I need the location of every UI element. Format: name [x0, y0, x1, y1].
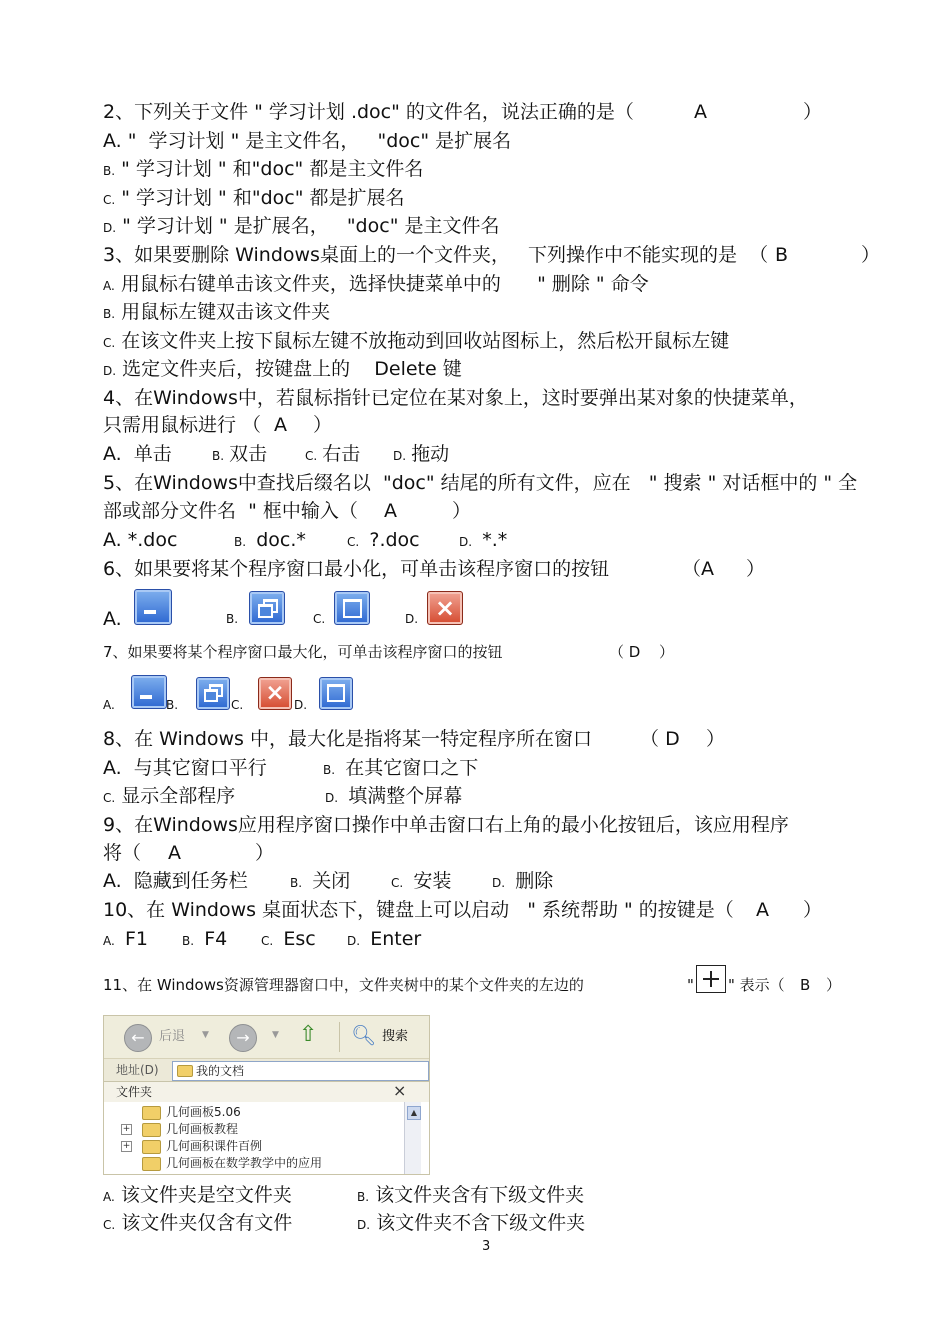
page-number: 3 — [482, 1239, 491, 1254]
q6-stem: 6、如果要将某个程序窗口最小化，可单击该程序窗口的按钮 — [103, 558, 610, 580]
address-value: 我的文档 — [196, 1064, 245, 1078]
minimize-button-icon — [134, 589, 172, 625]
q2-option-b: B. " 学习计划 " 和"doc" 都是主文件名 — [103, 158, 424, 180]
search-label[interactable]: 搜索 — [382, 1029, 409, 1044]
q10-option-c: C. Esc — [261, 928, 316, 950]
q7-restore-button-icon — [196, 677, 230, 710]
close-button-icon: × — [427, 591, 463, 625]
folders-pane-header — [104, 1082, 429, 1102]
q7-option-a-label: A. — [103, 698, 115, 712]
q4-stem-line1: 4、在Windows中，若鼠标指针已定位在某对象上，这时要弹出某对象的快捷菜单， — [103, 387, 808, 409]
q6-option-a-label: A. — [103, 608, 122, 630]
q4-answer: A — [274, 414, 287, 436]
tree-item[interactable]: 几何画积课件百例 — [166, 1139, 263, 1153]
expand-plus-icon[interactable]: + — [122, 1141, 131, 1151]
q3-answer: B — [775, 244, 789, 266]
q3-close-paren: ） — [861, 244, 881, 266]
q11-stem: 11、在 Windows资源管理器窗口中，文件夹树中的某个文件夹的左边的 — [103, 976, 584, 994]
q8-option-d: D. 填满整个屏幕 — [325, 785, 463, 807]
q4-option-c: C. 右击 — [305, 443, 361, 465]
q5-answer: A — [384, 500, 397, 522]
q2-stem: 2、下列关于文件 " 学习计划 .doc" 的文件名，说法正确的是（ — [103, 101, 634, 123]
q8-option-b: B. 在其它窗口之下 — [323, 757, 479, 779]
q11-answer: B — [800, 976, 811, 994]
q11-option-b: B. 该文件夹含有下级文件夹 — [357, 1184, 585, 1206]
q11-option-d: D. 该文件夹不含下级文件夹 — [357, 1212, 586, 1234]
address-bar — [104, 1059, 429, 1082]
expand-plus-icon[interactable]: + — [122, 1124, 131, 1134]
q8-close-paren: ） — [706, 728, 726, 750]
q2-option-a: A. " 学习计划 " 是主文件名， "doc" 是扩展名 — [103, 130, 512, 152]
q9-answer: A — [168, 842, 181, 864]
q7-minimize-button-icon — [131, 675, 167, 709]
maximize-button-icon — [334, 591, 370, 625]
back-label[interactable]: 后退 — [159, 1029, 186, 1044]
q3-option-c: C. 在该文件夹上按下鼠标左键不放拖动到回收站图标上，然后松开鼠标左键 — [103, 330, 730, 352]
q3-option-a: A. 用鼠标右键单击该文件夹，选择快捷菜单中的 " 删除 " 命令 — [103, 273, 649, 295]
tree-scrollbar[interactable] — [404, 1102, 421, 1174]
q10-close-paren: ） — [803, 899, 823, 921]
back-arrow-icon[interactable]: ← — [124, 1024, 152, 1052]
q4-close-paren: ） — [313, 414, 333, 436]
q11-quote-close: " 表示（ — [728, 976, 785, 994]
up-folder-icon[interactable]: ⇧ — [299, 1022, 318, 1047]
q2-option-c: C. " 学习计划 " 和"doc" 都是扩展名 — [103, 187, 405, 209]
q2-close-paren: ） — [803, 101, 823, 123]
q9-option-d: D. 删除 — [492, 870, 554, 892]
forward-arrow-icon[interactable]: → — [229, 1024, 257, 1052]
q10-option-b: B. F4 — [182, 928, 228, 950]
q5-option-b: B. doc.* — [234, 529, 306, 551]
pane-close-icon[interactable]: × — [393, 1081, 407, 1100]
q5-stem-line1: 5、在Windows中查找后缀名以 "doc" 结尾的所有文件，应在 " 搜索 " 对话框中的 " 全 — [103, 472, 858, 494]
q3-option-d: D. 选定文件夹后，按键盘上的 Delete 键 — [103, 358, 462, 380]
q8-answer: （ D — [640, 728, 680, 750]
q2-answer: A — [694, 101, 707, 123]
folder-icon — [142, 1123, 161, 1137]
q5-option-d: D. *.* — [459, 529, 508, 551]
q7-close-paren: ） — [659, 643, 675, 661]
q6-option-d-label: D. — [405, 612, 419, 626]
toolbar-divider — [339, 1022, 340, 1052]
folder-tree — [104, 1102, 429, 1174]
q9-option-a: A. 隐藏到任务栏 — [103, 870, 248, 892]
q9-option-b: B. 关闭 — [290, 870, 351, 892]
q11-close-paren: ） — [826, 976, 842, 994]
scroll-up-icon[interactable]: ▲ — [407, 1106, 421, 1120]
q8-stem: 8、在 Windows 中，最大化是指将某一特定程序所在窗口 — [103, 728, 592, 750]
explorer-window — [103, 1015, 430, 1175]
q5-close-paren: ） — [452, 500, 472, 522]
q11-option-a: A. 该文件夹是空文件夹 — [103, 1184, 292, 1206]
folder-icon — [142, 1106, 161, 1120]
folder-icon — [142, 1140, 161, 1154]
q11-option-c: C. 该文件夹仅含有文件 — [103, 1212, 293, 1234]
q6-option-b-label: B. — [226, 612, 239, 626]
q8-option-c: C. 显示全部程序 — [103, 785, 236, 807]
q3-option-b: B. 用鼠标左键双击该文件夹 — [103, 301, 331, 323]
q7-option-c-label: C. — [231, 698, 244, 712]
q11-quote-open: " — [687, 976, 694, 994]
q7-stem: 7、如果要将某个程序窗口最大化，可单击该程序窗口的按钮 — [103, 643, 503, 661]
address-folder-icon — [177, 1065, 193, 1077]
address-label: 地址(D) — [116, 1063, 159, 1077]
q5-option-a: A. *.doc — [103, 529, 178, 551]
q4-option-b: B. 双击 — [212, 443, 268, 465]
explorer-toolbar — [104, 1016, 429, 1059]
search-icon[interactable]: 🔍︎ — [351, 1023, 377, 1047]
q10-answer: A — [756, 899, 769, 921]
q4-option-a: A. 单击 — [103, 443, 172, 465]
q9-option-c: C. 安装 — [391, 870, 452, 892]
q7-option-b-label: B. — [166, 698, 179, 712]
q10-stem: 10、在 Windows 桌面状态下，键盘上可以启动 " 系统帮助 " 的按键是（ — [103, 899, 734, 921]
q8-option-a: A. 与其它窗口平行 — [103, 757, 267, 779]
q6-option-c-label: C. — [313, 612, 326, 626]
q4-stem-line2: 只需用鼠标进行 （ — [103, 414, 262, 436]
tree-item[interactable]: 几何画板5.06 — [166, 1105, 241, 1119]
q2-option-d: D. " 学习计划 " 是扩展名， "doc" 是主文件名 — [103, 215, 500, 237]
q5-stem-line2: 部或部分文件名 " 框中输入（ — [103, 500, 358, 522]
q10-option-a: A. F1 — [103, 928, 149, 950]
q7-close-button-icon: × — [258, 677, 292, 710]
q7-answer: （ D — [609, 643, 641, 661]
restore-button-icon — [249, 591, 285, 625]
q10-option-d: D. Enter — [347, 928, 422, 950]
tree-item[interactable]: 几何画板在数学教学中的应用 — [166, 1156, 323, 1170]
q5-option-c: C. ?.doc — [347, 529, 420, 551]
folders-pane-title: 文件夹 — [116, 1085, 153, 1099]
forward-dropdown-icon[interactable]: ▼ — [272, 1030, 279, 1040]
q4-option-d: D. 拖动 — [393, 443, 450, 465]
q9-stem-line2: 将（ — [103, 842, 142, 864]
tree-item[interactable]: 几何画板教程 — [166, 1122, 239, 1136]
plus-box-icon — [696, 965, 726, 993]
q7-option-d-label: D. — [294, 698, 308, 712]
q9-close-paren: ） — [255, 842, 275, 864]
q7-maximize-button-icon — [319, 677, 353, 710]
q6-close-paren: ） — [746, 558, 766, 580]
q9-stem-line1: 9、在Windows应用程序窗口操作中单击窗口右上角的最小化按钮后，该应用程序 — [103, 814, 789, 836]
q6-answer: （A — [682, 558, 715, 580]
back-dropdown-icon[interactable]: ▼ — [202, 1030, 209, 1040]
q3-stem: 3、如果要删除 Windows桌面上的一个文件夹， 下列操作中不能实现的是 （ — [103, 244, 769, 266]
folder-icon — [142, 1157, 161, 1171]
